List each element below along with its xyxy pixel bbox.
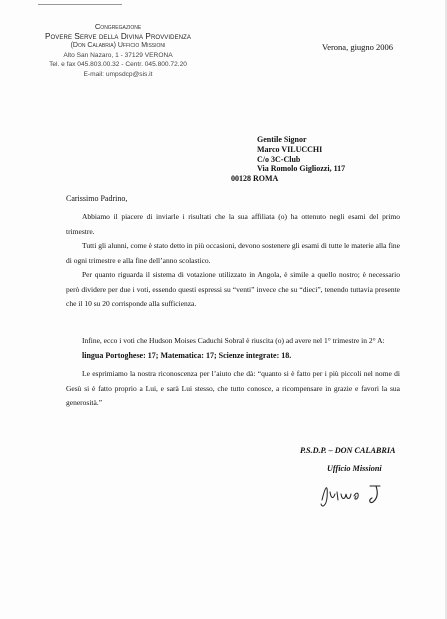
letterhead [30,22,206,79]
letterhead-congregation: Congregazione [94,22,142,31]
paragraph-thanks-text: Le esprimiamo la nostra riconoscenza per l’aiuto che dà: “quanto si è fatto per i più piccoli nel nome di Gesù si è fatto proprio a Lui, e sarà Lui stesso, che tutto conosce, a ricompensare in grazie e favori la sua generosità.” [66,369,400,407]
paragraph-results [66,210,400,239]
signature-office: Ufficio Missioni [327,464,382,473]
paragraph-thanks [66,367,400,411]
paragraph-grading [66,268,400,312]
recipient-name: Marco VILUCCHI [257,144,323,154]
paragraph-results-text: Abbiamo il piacere di inviarle i risultati che la sua affiliata (o) ha ottenuto negli esami del primo trimestre. [66,212,400,236]
recipient-city: 00128 ROMA [231,174,279,184]
letterhead-org-name: Povere Serve della Divina Provvidenza [44,31,192,41]
recipient-address [231,135,346,184]
signature-org: P.S.D.P. – DON CALABRIA [300,446,396,455]
top-rule [38,4,122,5]
paragraph-exams-text: Tutti gli alunni, come è stato detto in più occasioni, devono sostenere gli esami di tutte le materie alla fine di ogni trimestre e alla fine dell’anno scolastico. [66,241,400,265]
paragraph-exams [66,239,400,268]
handwritten-signature [318,478,390,510]
paragraph-grades-intro-text: Infine, ecco i voti che Hudson Moises Caduchi Sobral è riuscita (o) ad avere nel 1° trimestre in 2° A: [82,336,385,345]
letter-greeting: Carissimo Padrino, [66,194,128,203]
recipient-street: Via Romolo Gigliozzi, 117 [257,164,346,174]
letterhead-phone: Tel. e fax 045.803.00.32 - Centr. 045.800.72.20 [49,61,187,68]
grades-line: lingua Portoghese: 17; Matematica: 17; Scienze integrate: 18. [82,351,292,360]
paragraph-grading-text: Per quanto riguarda il sistema di votazione utilizzato in Angola, è simile a quello nostro; è necessario però dividere per due i voti, essendo questi espressi su “venti” invece che su “dieci”, tenendo tuttavia presente che il 10 su 20 corrisponde alla sufficienza. [66,270,400,308]
recipient-salutation: Gentile Signor [257,135,307,144]
letterhead-address: Alto San Nazaro, 1 - 37129 VERONA [63,51,173,59]
letterhead-office: (Don Calabria) Ufficio Missioni [70,42,166,49]
recipient-care-of: C/o 3C-Club [257,154,301,164]
letterhead-email: E-mail: umpsdcp@sis.it [83,70,153,78]
paragraph-grades-intro [66,334,400,349]
letter-date: Verona, giugno 2006 [322,42,394,52]
